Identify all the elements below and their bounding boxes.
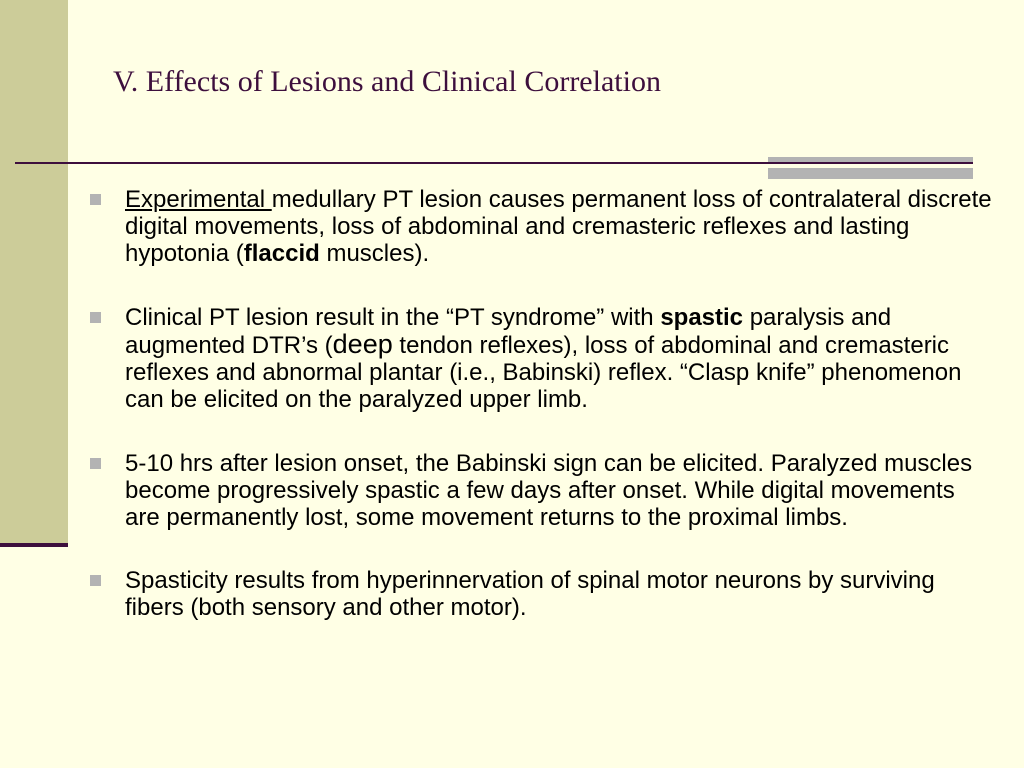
square-bullet-icon [90,312,101,323]
bullet-text: paralysis and augmented DTR’s ( [125,304,892,359]
flaccid-bold-text: flaccid [243,240,320,267]
left-accent-bar [0,0,68,545]
bullet-item-experimental-lesion [90,186,995,267]
spastic-bold-text: spastic [660,304,744,331]
square-bullet-icon [90,458,101,469]
bullet-item-spasticity [90,567,995,621]
bullet-list [90,186,995,658]
slide-title: V. Effects of Lesions and Clinical Correlation [113,65,661,98]
bullet-text: 5-10 hrs after lesion onset, the Babinski sign can be elicited. Paralyzed muscles become progressively spastic a few days after onset. While digital movements are permanently lost, some movement returns to the proximal limbs. [125,450,973,531]
bullet-item-clinical-lesion [90,304,995,413]
decorative-grey-bar-bottom [768,168,973,179]
square-bullet-icon [90,194,101,205]
experimental-underlined-text: Experimental [125,186,272,213]
bullet-text: Spasticity results from hyperinnervation of spinal motor neurons by surviving fibers (both sensory and other motor). [125,567,935,621]
bullet-text: medullary PT lesion causes permanent loss of contralateral discrete digital movements, loss of abdominal and cremasteric reflexes and lasting hypotonia ( [125,186,992,267]
bullet-item-babinski-onset [90,450,995,531]
decorative-grey-bar-top [768,157,973,162]
title-divider-line [15,162,973,164]
square-bullet-icon [90,575,101,586]
bullet-text: muscles). [319,240,430,267]
bullet-text: tendon reflexes), loss of abdominal and cremasteric reflexes and abnormal plantar (i.e., Babinski) reflex. “Clasp knife” phenomenon can be elicited on the paralyzed upper limb. [125,332,962,413]
left-accent-rule [0,543,68,547]
deep-large-text: deep [332,329,393,359]
bullet-text: Clinical PT lesion result in the “PT syndrome” with [125,304,661,331]
